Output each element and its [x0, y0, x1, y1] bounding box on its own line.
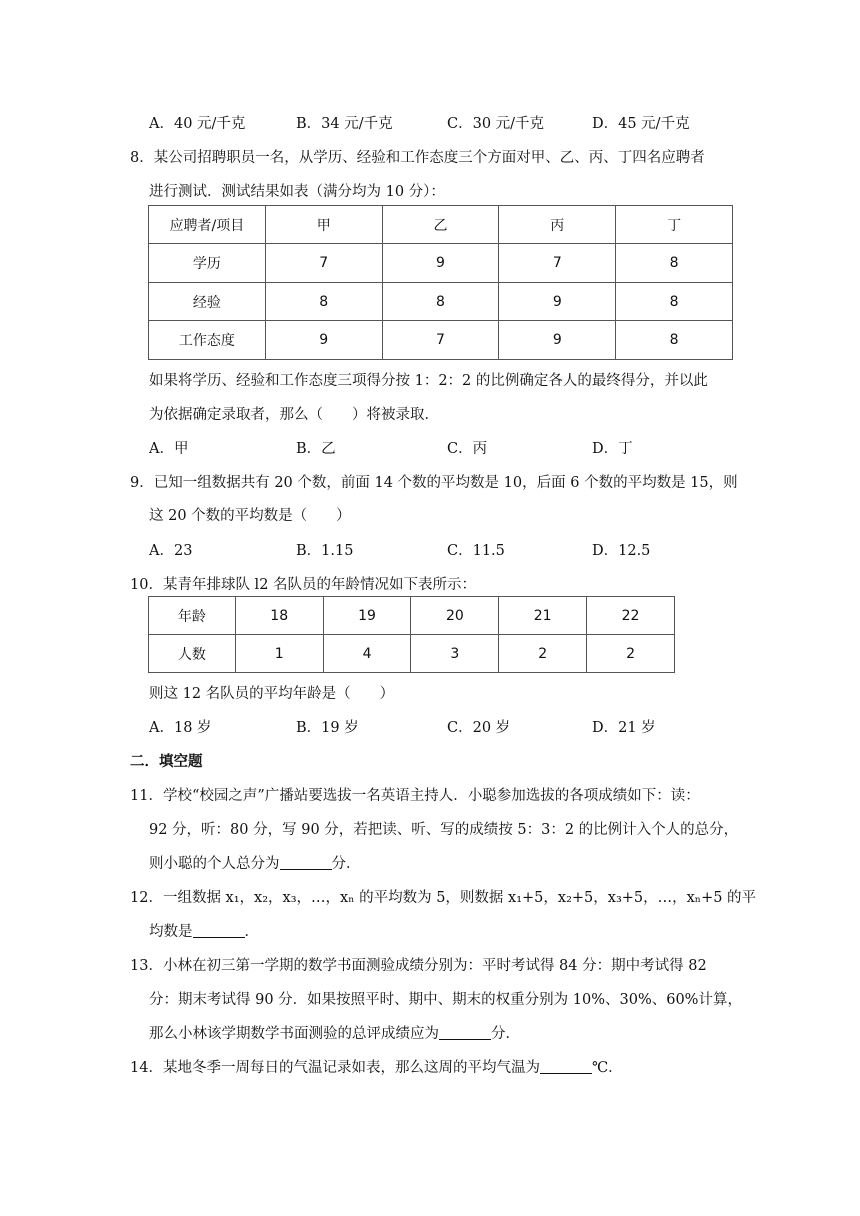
q8-option-d: D．丁 — [592, 441, 633, 457]
table-cell: 19 — [323, 597, 411, 635]
q11-text-before-blank: 则小聪的个人总分为 — [149, 856, 280, 872]
q14-text-after-blank: ℃． — [591, 1060, 623, 1076]
table-cell: 学历 — [149, 244, 266, 283]
table-cell: 4 — [323, 635, 411, 673]
section-heading-fill-blank: 二．填空题 — [130, 754, 203, 770]
table-cell: 年龄 — [149, 597, 236, 635]
table-cell: 7 — [382, 321, 499, 360]
q10-option-a: A．18 岁 — [149, 720, 212, 736]
table-cell: 工作态度 — [149, 321, 266, 360]
answer-blank[interactable] — [280, 855, 332, 870]
q12-text-line1: 12．一组数据 x₁，x₂，x₃，…，xₙ 的平均数为 5，则数据 x₁+5，x₂+5，x₃+5，…，xₙ+5 的平 — [130, 890, 757, 906]
q9-option-c: C．11.5 — [447, 543, 505, 559]
q11-text-after-blank: 分． — [331, 856, 361, 872]
q7-option-a: A．40 元/千克 — [149, 116, 246, 132]
q13-text-line1: 13．小林在初三第一学期的数学书面测验成绩分别为：平时考试得 84 分：期中考试得 82 — [130, 958, 707, 974]
q13-text-line2: 分：期末考试得 90 分．如果按照平时、期中、期末的权重分别为 10%、30%、60%计算， — [149, 992, 742, 1008]
table-cell: 8 — [382, 283, 499, 321]
q11-text-line1: 11．学校“校园之声”广播站要选拔一名英语主持人．小聪参加选拔的各项成绩如下：读： — [130, 788, 700, 804]
table-header-row — [149, 597, 675, 635]
q13-text-before-blank: 那么小林该学期数学书面测验的总评成绩应为 — [149, 1026, 439, 1042]
q8-text-after2: 为依据确定录取者，那么（ ）将被录取． — [149, 407, 439, 423]
answer-blank[interactable] — [439, 1025, 491, 1040]
q13-text-after-blank: 分． — [491, 1026, 520, 1042]
q8-score-table — [148, 205, 733, 360]
table-row — [149, 321, 733, 360]
q12-text-after-blank: ． — [244, 924, 259, 940]
table-cell: 8 — [616, 244, 733, 283]
q10-text-after: 则这 12 名队员的平均年龄是（ ） — [149, 686, 395, 702]
q10-text-line1: 10．某青年排球队 l2 名队员的年龄情况如下表所示： — [130, 577, 477, 593]
q12-text-before-blank: 均数是 — [149, 924, 193, 940]
table-cell: 甲 — [265, 206, 382, 244]
table-cell: 9 — [382, 244, 499, 283]
table-row — [149, 244, 733, 283]
q11-text-line3 — [149, 852, 361, 873]
table-cell: 9 — [499, 321, 616, 360]
q11-text-line2: 92 分，听：80 分，写 90 分，若把读、听、写的成绩按 5：3：2 的比例计入个人的总分， — [149, 822, 739, 838]
table-cell: 应聘者/项目 — [149, 206, 266, 244]
table-cell: 8 — [265, 283, 382, 321]
q10-option-b: B．19 岁 — [296, 720, 359, 736]
table-cell: 乙 — [382, 206, 499, 244]
q9-text-line1: 9．已知一组数据共有 20 个数，前面 14 个数的平均数是 10，后面 6 个数的平均数是 15，则 — [130, 475, 738, 491]
q8-option-c: C．丙 — [447, 441, 488, 457]
table-cell: 18 — [235, 597, 323, 635]
table-header-row — [149, 206, 733, 244]
q8-text-line2: 进行测试．测试结果如表（满分均为 10 分）： — [149, 184, 445, 200]
q13-text-line3 — [149, 1022, 520, 1043]
q8-text-line1: 8．某公司招聘职员一名，从学历、经验和工作态度三个方面对甲、乙、丙、丁四名应聘者 — [130, 150, 705, 166]
table-cell: 9 — [265, 321, 382, 360]
q12-text-line2 — [149, 920, 259, 941]
q9-option-a: A．23 — [149, 543, 193, 559]
table-cell: 21 — [499, 597, 587, 635]
table-cell: 7 — [265, 244, 382, 283]
q8-option-a: A．甲 — [149, 441, 189, 457]
table-cell: 1 — [235, 635, 323, 673]
table-cell: 2 — [587, 635, 675, 673]
q10-age-table — [148, 596, 675, 673]
table-row — [149, 635, 675, 673]
table-cell: 7 — [499, 244, 616, 283]
q7-option-c: C．30 元/千克 — [447, 116, 545, 132]
q9-option-d: D．12.5 — [592, 543, 651, 559]
table-cell: 8 — [616, 321, 733, 360]
q9-option-b: B．1.15 — [296, 543, 354, 559]
answer-blank[interactable] — [193, 923, 245, 938]
q14-text-before-blank: 14．某地冬季一周每日的气温记录如表，那么这周的平均气温为 — [130, 1060, 540, 1076]
q10-option-c: C．20 岁 — [447, 720, 511, 736]
q14-text-line1 — [130, 1056, 623, 1077]
table-cell: 2 — [499, 635, 587, 673]
q7-option-b: B．34 元/千克 — [296, 116, 393, 132]
table-cell: 丙 — [499, 206, 616, 244]
table-cell: 22 — [587, 597, 675, 635]
table-cell: 丁 — [616, 206, 733, 244]
q10-option-d: D．21 岁 — [592, 720, 656, 736]
table-cell: 人数 — [149, 635, 236, 673]
table-cell: 经验 — [149, 283, 266, 321]
q8-option-b: B．乙 — [296, 441, 336, 457]
table-cell: 3 — [411, 635, 499, 673]
table-cell: 20 — [411, 597, 499, 635]
q7-option-d: D．45 元/千克 — [592, 116, 690, 132]
table-cell: 9 — [499, 283, 616, 321]
q9-text-line2: 这 20 个数的平均数是（ ） — [149, 508, 351, 524]
table-row — [149, 283, 733, 321]
table-cell: 8 — [616, 283, 733, 321]
q8-text-after1: 如果将学历、经验和工作态度三项得分按 1：2：2 的比例确定各人的最终得分，并以此 — [149, 373, 708, 389]
answer-blank[interactable] — [540, 1059, 592, 1074]
